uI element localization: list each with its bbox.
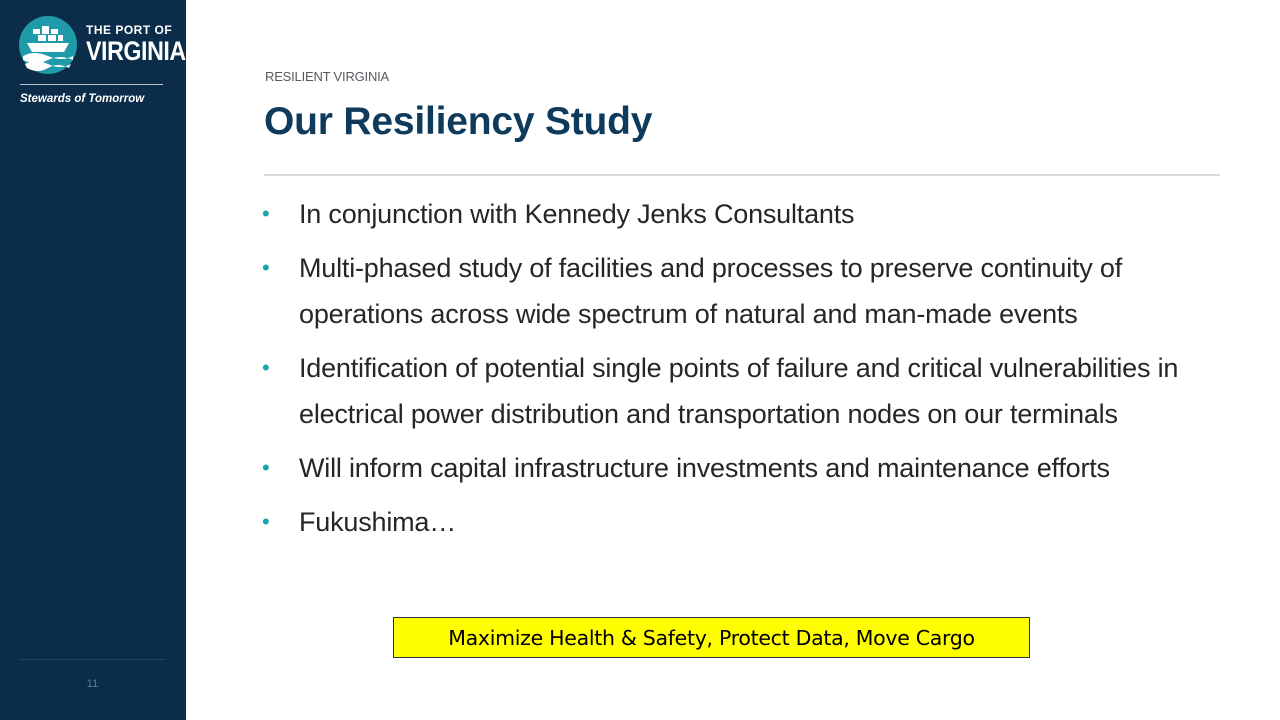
bullet-icon: • (262, 201, 270, 226)
bullet-text: Will inform capital infrastructure investments and maintenance efforts (299, 453, 1110, 483)
bullet-text: In conjunction with Kennedy Jenks Consultants (299, 199, 855, 229)
bullet-text: Fukushima… (299, 507, 457, 537)
bullet-item (262, 345, 1222, 437)
slide-title: Our Resiliency Study (264, 100, 653, 143)
bullet-text: Identification of potential single points of failure and critical vulnerabilities in electrical power distribution and transportation nodes on our terminals (299, 353, 1179, 429)
bullet-list (262, 191, 1222, 553)
bullet-icon: • (262, 355, 270, 380)
bullet-icon: • (262, 455, 270, 480)
title-divider (264, 174, 1220, 176)
bullet-item (262, 445, 1222, 491)
sidebar (0, 0, 186, 720)
bullet-icon: • (262, 255, 270, 280)
bullet-item (262, 499, 1222, 545)
callout-box: Maximize Health & Safety, Protect Data, Move Cargo (393, 617, 1030, 658)
section-label: RESILIENT VIRGINIA (265, 69, 390, 84)
tagline: Stewards of Tomorrow (20, 93, 145, 105)
bullet-icon: • (262, 509, 270, 534)
logo-line-2: VIRGINIA (86, 36, 186, 66)
port-ship-waves-logo-icon (19, 16, 77, 74)
logo-divider (20, 84, 163, 85)
logo-wordmark (86, 24, 202, 65)
footer-divider (20, 659, 165, 660)
bullet-item (262, 245, 1222, 337)
bullet-item (262, 191, 1222, 237)
logo-line-1: THE PORT OF (86, 23, 173, 37)
slide-number: 11 (86, 678, 99, 690)
bullet-text: Multi-phased study of facilities and processes to preserve continuity of operations across wide spectrum of natural and man-made events (299, 253, 1123, 329)
